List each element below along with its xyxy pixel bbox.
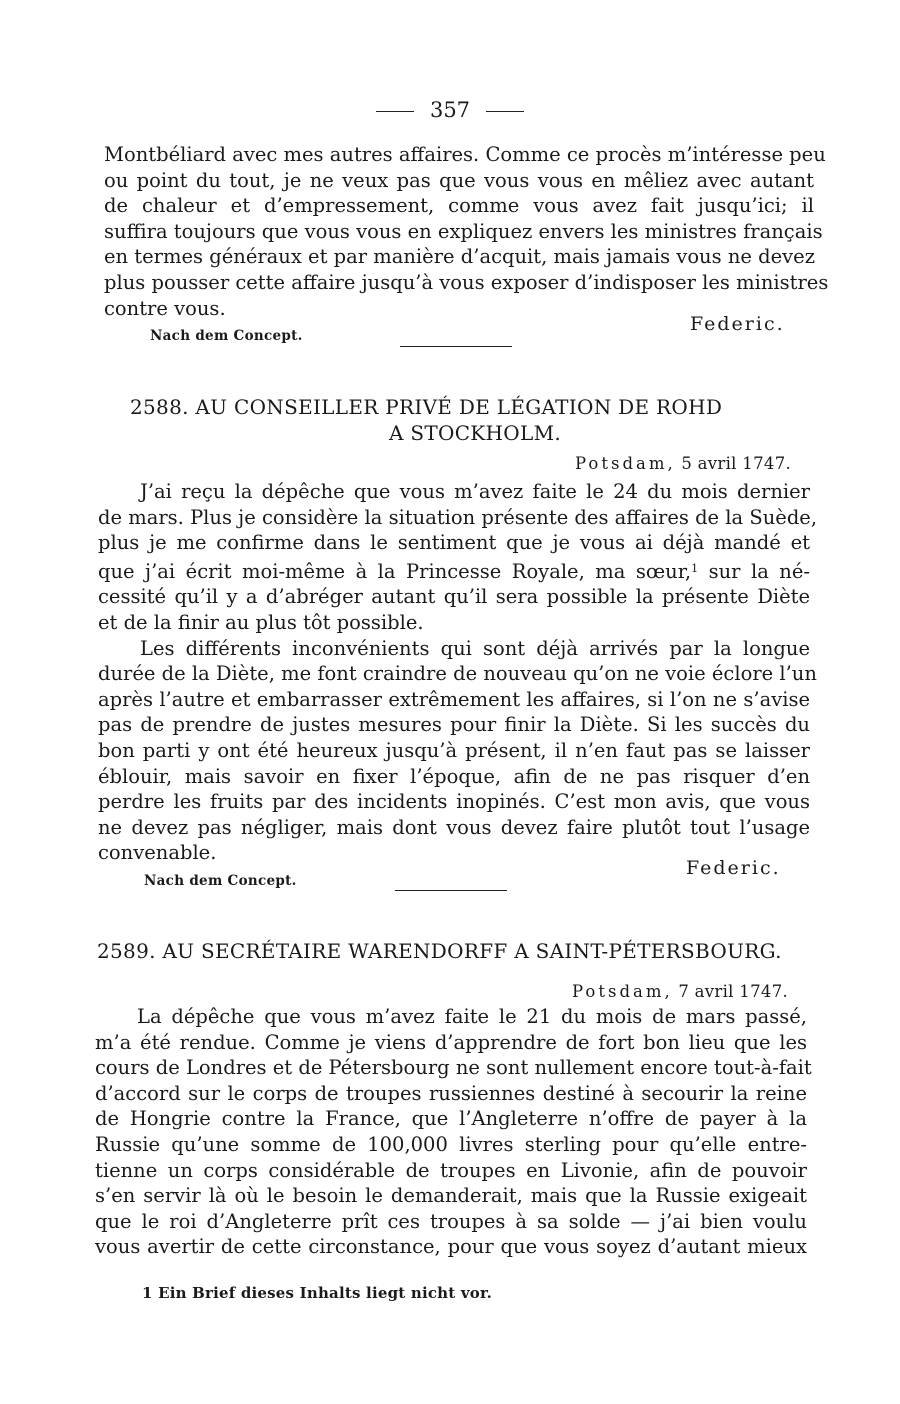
text-line: d’accord sur le corps de troupes russiennes destiné à secourir la reine [95, 1081, 807, 1105]
text-line: ne devez pas négliger, mais dont vous devez faire plutôt tout l’usage [98, 815, 810, 839]
line-text: sur la né- [708, 559, 810, 583]
concept-note: Nach dem Concept. [150, 328, 303, 344]
section-divider [400, 346, 512, 347]
text-line: Russie qu’une somme de 100,000 livres sterling pour qu’elle entre- [95, 1132, 807, 1156]
text-line: plus pousser cette affaire jusqu’à vous exposer d’indisposer les ministres [104, 270, 829, 294]
text-line: cours de Londres et de Pétersbourg ne sont nullement encore tout-à-fait [95, 1056, 812, 1080]
text-line: en termes généraux et par manière d’acquit, mais jamais vous ne devez [104, 245, 815, 269]
header-dash-right [486, 111, 524, 112]
text-line: s’en servir là où le besoin le demanderait, mais que la Russie exigeait [95, 1184, 807, 1208]
heading-line: A STOCKHOLM. [388, 421, 562, 445]
page-number-header [0, 98, 900, 122]
text-line: J’ai reçu la dépêche que vous m’avez faite le 24 du mois dernier [140, 480, 810, 503]
text-line: convenable. [98, 841, 217, 865]
text-line [98, 556, 810, 585]
letter-heading: 2589. AU SECRÉTAIRE WARENDORFF A SAINT-PÉTERSBOURG. [97, 939, 782, 963]
letter-body [98, 479, 818, 866]
letter-heading [130, 394, 790, 446]
text-line: et de la finir au plus tôt possible. [98, 610, 424, 634]
page-number: 357 [429, 98, 471, 122]
heading-line: 2588. AU CONSEILLER PRIVÉ DE LÉGATION DE ROHD [130, 395, 723, 419]
date-day: 5 avril 1747. [681, 454, 792, 473]
text-line: que le roi d’Angleterre prît ces troupes à sa solde — j’ai bien voulu [95, 1209, 807, 1233]
text-line: contre vous. [104, 296, 226, 320]
dateline [572, 982, 788, 1001]
date-day: 7 avril 1747. [678, 982, 789, 1001]
text-line: de chaleur et d’empressement, comme vous avez fait jusqu’ici; il [104, 194, 814, 218]
text-line: de mars. Plus je considère la situation présente des affaires de la Suède, [98, 505, 818, 529]
text-line: plus je me confirme dans le sentiment que je vous ai déjà mandé et [98, 531, 810, 555]
letter-body [95, 1004, 812, 1260]
top-paragraph [104, 142, 829, 321]
concept-note: Nach dem Concept. [144, 873, 297, 889]
text-line: pas de prendre de justes mesures pour finir la Diète. Si les succès du [98, 713, 810, 737]
text-line: perdre les fruits par des incidents inopinés. C’est mon avis, que vous [98, 790, 810, 814]
dateline [575, 454, 791, 473]
text-line: m’a été rendue. Comme je viens d’apprendre de fort bon lieu que les [95, 1030, 807, 1054]
footnote [142, 1284, 492, 1302]
text-line: bon parti y ont été heureux jusqu’à présent, il n’en faut pas se laisser [98, 738, 810, 762]
text-line: Montbéliard avec mes autres affaires. Comme ce procès m’intéresse peu [104, 143, 826, 166]
footnote-ref: 1 [691, 561, 699, 575]
footnote-text: Ein Brief dieses Inhalts liegt nicht vor. [158, 1284, 493, 1302]
text-line: vous avertir de cette circonstance, pour que vous soyez d’autant mieux [95, 1235, 807, 1259]
footnote-mark: 1 [142, 1284, 153, 1302]
line-text: que j’ai écrit moi-même à la Princesse Royale, ma sœur, [98, 559, 692, 583]
signature: Federic. [690, 313, 785, 335]
header-dash-left [376, 111, 414, 112]
text-line: ou point du tout, je ne veux pas que vous vous en mêliez avec autant [104, 168, 814, 192]
text-line: Les différents inconvénients qui sont déjà arrivés par la longue [140, 636, 810, 660]
text-line: La dépêche que vous m’avez faite le 21 du mois de mars passé, [137, 1005, 807, 1028]
text-line: tienne un corps considérable de troupes en Livonie, afin de pouvoir [95, 1158, 807, 1182]
text-line: de Hongrie contre la France, que l’Angleterre n’offre de payer à la [95, 1107, 807, 1131]
text-line: durée de la Diète, me font craindre de nouveau qu’on ne voie éclore l’un [98, 662, 817, 686]
text-line: éblouir, mais savoir en fixer l’époque, afin de ne pas risquer d’en [98, 764, 810, 788]
text-line: cessité qu’il y a d’abréger autant qu’il sera possible la présente Diète [98, 585, 810, 609]
text-line: suffira toujours que vous vous en expliquez envers les ministres français [104, 219, 823, 243]
text-line: après l’autre et embarrasser extrêmement les affaires, si l’on ne s’avise [98, 687, 810, 711]
date-place: Potsdam, [575, 454, 676, 473]
section-divider [395, 890, 507, 891]
signature: Federic. [686, 857, 781, 879]
date-place: Potsdam, [572, 982, 673, 1001]
